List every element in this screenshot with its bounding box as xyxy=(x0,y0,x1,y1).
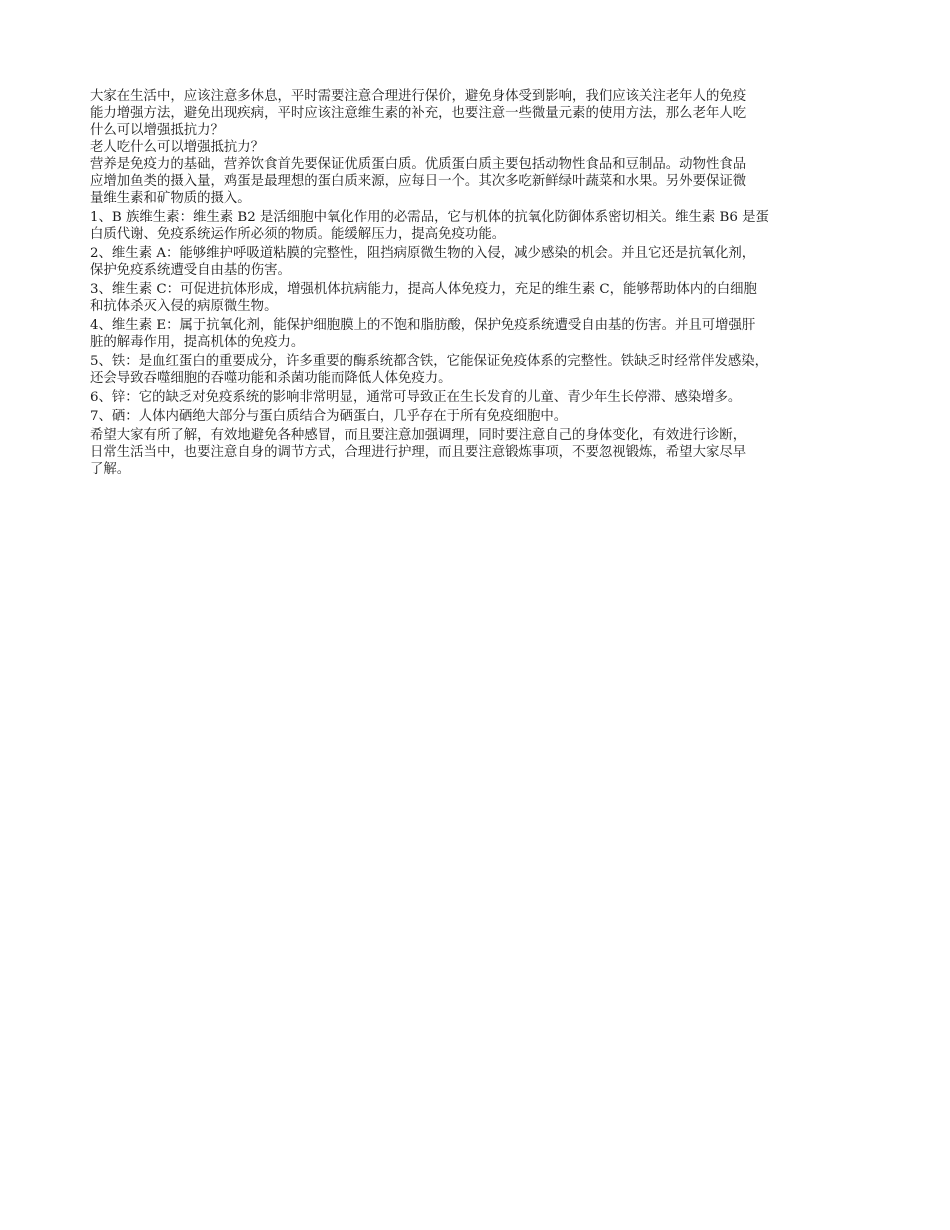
conclusion-paragraph: 希望大家有所了解，有效地避免各种感冒，而且要注意加强调理，同时要注意自己的身体变化，有效进行诊断， 日常生活当中，也要注意自身的调节方式，合理进行护理，而且要注意锻炼事项，不要忽视锻炼，希望大家尽早 了解。 xyxy=(90,428,747,477)
section-heading: 老人吃什么可以增强抵抗力？ xyxy=(90,140,265,155)
list-item-selenium: 7、硒：人体内硒绝大部分与蛋白质结合为硒蛋白，几乎存在于所有免疫细胞中。 xyxy=(90,409,568,424)
document-body xyxy=(90,88,870,478)
nutrition-paragraph: 营养是免疫力的基础，营养饮食首先要保证优质蛋白质。优质蛋白质主要包括动物性食品和豆制品。动物性食品 应增加鱼类的摄入量，鸡蛋是最理想的蛋白质来源，应每日一个。其次多吃新鲜绿叶蔬菜和水果。另外要保证微 量维生素和矿物质的摄入。 xyxy=(90,157,747,206)
list-item-vitamin-b: 1、B 族维生素：维生素 B2 是活细胞中氧化作用的必需品，它与机体的抗氧化防御体系密切相关。维生素 B6 是蛋 白质代谢、免疫系统运作所必须的物质。能缓解压力，提高免疫功能。 xyxy=(90,210,769,242)
list-item-vitamin-e: 4、维生素 E：属于抗氧化剂，能保护细胞膜上的不饱和脂肪酸，保护免疫系统遭受自由基的伤害。并且可增强肝 脏的解毒作用，提高机体的免疫力。 xyxy=(90,318,756,350)
list-item-iron: 5、铁：是血红蛋白的重要成分，许多重要的酶系统都含铁，它能保证免疫体系的完整性。铁缺乏时经常伴发感染， 还会导致吞噬细胞的吞噬功能和杀菌功能而降低人体免疫力。 xyxy=(90,354,769,386)
list-item-vitamin-a: 2、维生素 A：能够维护呼吸道粘膜的完整性，阻挡病原微生物的入侵，减少感染的机会。并且它还是抗氧化剂， 保护免疫系统遭受自由基的伤害。 xyxy=(90,246,756,278)
list-item-vitamin-c: 3、维生素 C：可促进抗体形成，增强机体抗病能力，提高人体免疫力，充足的维生素 C，能够帮助体内的白细胞 和抗体杀灭入侵的病原微生物。 xyxy=(90,282,757,314)
intro-paragraph: 大家在生活中，应该注意多休息，平时需要注意合理进行保价，避免身体受到影响，我们应该关注老年人的免疫 能力增强方法，避免出现疾病，平时应该注意维生素的补充，也要注意一些微量元素的使用方法，那么老年人吃 什么可以增强抵抗力？ xyxy=(90,89,747,138)
list-item-zinc: 6、锌：它的缺乏对免疫系统的影响非常明显，通常可导致正在生长发育的儿童、青少年生长停滞、感染增多。 xyxy=(90,390,742,405)
